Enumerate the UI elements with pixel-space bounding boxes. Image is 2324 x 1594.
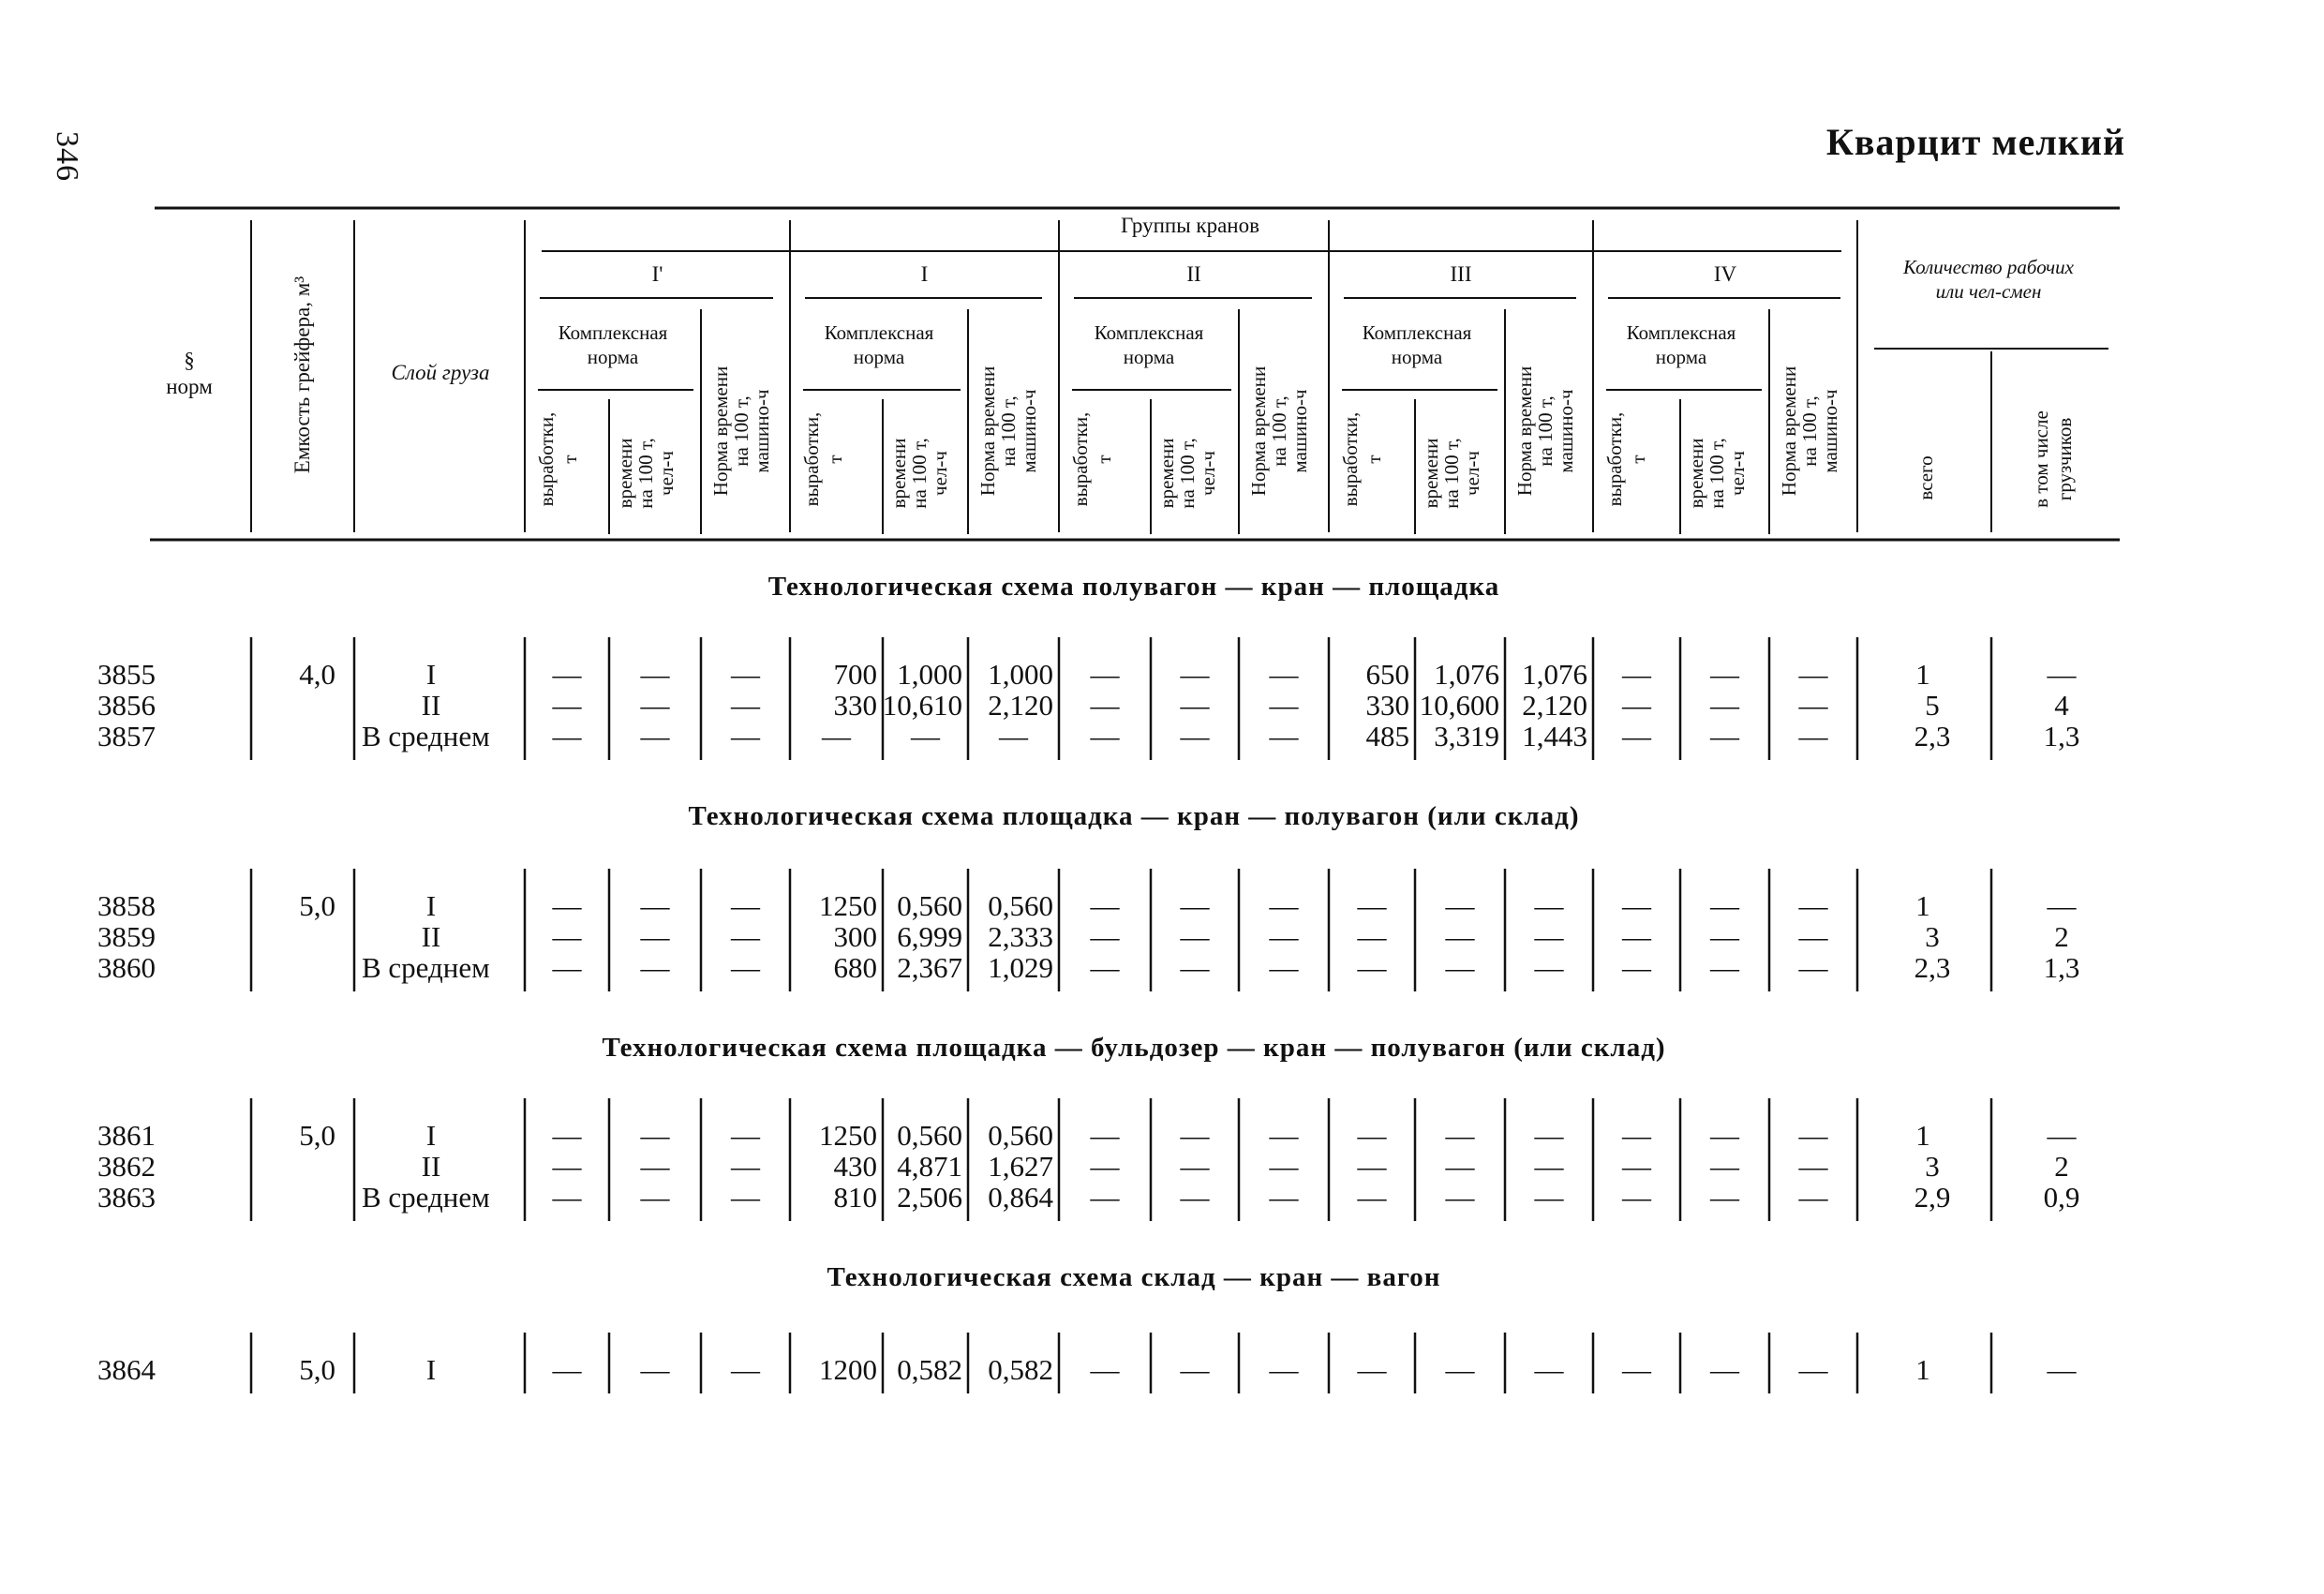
norm-value: — — [1180, 1150, 1210, 1183]
norm-value: — — [1269, 1353, 1299, 1386]
workers-total-value: 1 — [1915, 1353, 1930, 1386]
norm-value: — — [1269, 720, 1299, 752]
time-header: чел-ч — [1197, 451, 1219, 496]
norm-value: — — [731, 1353, 760, 1386]
workers-total-value: 3 — [1925, 1150, 1940, 1183]
norm-value: — — [1798, 1150, 1828, 1183]
grab-capacity-header: Емкость грейфера, м³ — [290, 276, 314, 474]
workers-header: или чел-смен — [1935, 280, 2042, 303]
norm-value: — — [1622, 720, 1651, 752]
output-header: т — [1363, 454, 1385, 464]
norm-value: — — [640, 951, 670, 984]
norm-value: — — [1090, 889, 1120, 922]
section-title: Технологическая схема полувагон — кран — площадка — [767, 572, 1500, 602]
norm-value: 1,076 — [1522, 658, 1587, 691]
time-header: чел-ч — [655, 451, 678, 496]
cargo-layer-header: Слой груза — [391, 361, 490, 384]
time-header: на 100 т, — [1440, 438, 1463, 509]
workers-header: Количество рабочих — [1903, 256, 2074, 278]
machine-norm-header: Норма времени — [1778, 365, 1800, 497]
norm-value: — — [1269, 658, 1299, 691]
crane-groups-header: Группы кранов — [1121, 214, 1259, 237]
norm-number: 3857 — [97, 720, 156, 752]
norm-value: 10,610 — [882, 689, 962, 722]
norm-value: 700 — [833, 658, 877, 691]
norm-value: — — [1269, 1181, 1299, 1214]
time-header: на 100 т, — [1176, 438, 1199, 509]
workers-loaders-value: — — [2047, 889, 2077, 922]
norm-value: — — [640, 1181, 670, 1214]
norm-value: — — [1534, 889, 1564, 922]
norm-value: — — [1090, 1119, 1120, 1152]
time-header: времени — [1155, 438, 1178, 509]
workers-total-value: 1 — [1915, 889, 1930, 922]
norm-value: — — [1710, 658, 1739, 691]
norm-value: 0,582 — [988, 1353, 1053, 1386]
output-header: выработки, — [535, 411, 558, 507]
norm-value: — — [1622, 689, 1651, 722]
complex-norm-label: Комплексная — [1094, 321, 1204, 344]
norm-value: — — [1710, 1150, 1739, 1183]
norm-value: 1,443 — [1522, 720, 1587, 752]
group-label: II — [1186, 262, 1201, 286]
workers-total-value: 3 — [1925, 920, 1940, 953]
norm-value: — — [1710, 1353, 1739, 1386]
workers-loaders-value: — — [2047, 658, 2077, 691]
time-header: времени — [887, 438, 910, 509]
complex-norm-label: Комплексная — [1362, 321, 1472, 344]
norm-value: 430 — [833, 1150, 877, 1183]
machine-norm-header: на 100 т, — [1798, 395, 1821, 467]
time-header: на 100 т, — [908, 438, 931, 509]
norm-value: — — [1357, 1181, 1387, 1214]
norm-value: — — [1622, 658, 1651, 691]
norm-value: — — [1534, 1353, 1564, 1386]
norm-value: — — [552, 889, 582, 922]
norm-value: — — [1180, 658, 1210, 691]
norm-value: — — [1090, 689, 1120, 722]
output-header: выработки, — [1339, 411, 1362, 507]
output-header: т — [1627, 454, 1649, 464]
norm-number: 3858 — [97, 889, 156, 922]
output-header: выработки, — [1069, 411, 1092, 507]
machine-norm-header: на 100 т, — [997, 395, 1020, 467]
group-label: I — [920, 262, 929, 286]
page-title: Кварцит мелкий — [1825, 121, 2125, 163]
norm-number: 3860 — [97, 951, 156, 984]
norm-value: — — [1798, 1353, 1828, 1386]
cargo-layer-value: II — [421, 1150, 441, 1183]
norm-value: — — [1798, 920, 1828, 953]
norm-value: 2,333 — [988, 920, 1053, 953]
norm-value: — — [1269, 689, 1299, 722]
norm-value: 2,367 — [897, 951, 962, 984]
norm-value: — — [1534, 1150, 1564, 1183]
norm-value: — — [999, 720, 1028, 752]
norm-value: — — [640, 920, 670, 953]
norm-value: — — [1090, 1353, 1120, 1386]
norm-value: — — [731, 889, 760, 922]
norm-number: 3855 — [97, 658, 156, 691]
cargo-layer-value: I — [425, 1353, 437, 1386]
norm-value: — — [552, 920, 582, 953]
workers-loaders-value: 1,3 — [2043, 720, 2080, 752]
norm-value: 0,560 — [897, 889, 962, 922]
norm-value: — — [1090, 920, 1120, 953]
workers-total-header: всего — [1914, 455, 1937, 500]
norm-value: 330 — [1365, 689, 1409, 722]
norm-value: — — [1622, 889, 1651, 922]
norm-value: — — [640, 658, 670, 691]
workers-total-value: 5 — [1925, 689, 1940, 722]
norm-value: — — [1798, 658, 1828, 691]
norm-value: 810 — [833, 1181, 877, 1214]
norm-value: — — [1445, 1119, 1475, 1152]
norm-number: 3863 — [97, 1181, 156, 1214]
norm-value: — — [731, 951, 760, 984]
norm-number: 3856 — [97, 689, 156, 722]
machine-norm-header: Норма времени — [709, 365, 732, 497]
machine-norm-header: Норма времени — [976, 365, 999, 497]
machine-norm-header: на 100 т, — [730, 395, 752, 467]
grab-capacity-value: 4,0 — [299, 658, 335, 691]
output-header: т — [824, 454, 846, 464]
norm-value: — — [1090, 658, 1120, 691]
norm-value: — — [1534, 920, 1564, 953]
norm-value: — — [911, 720, 940, 752]
norm-value: — — [1269, 920, 1299, 953]
norm-value: 680 — [833, 951, 877, 984]
norm-value: 1,076 — [1434, 658, 1499, 691]
norm-value: — — [1534, 951, 1564, 984]
norm-value: 485 — [1365, 720, 1409, 752]
norm-value: — — [1357, 1353, 1387, 1386]
cargo-layer-value: В среднем — [362, 1181, 490, 1214]
norm-value: — — [1269, 1119, 1299, 1152]
norm-value: 6,999 — [897, 920, 962, 953]
norm-value: — — [1798, 889, 1828, 922]
norm-value: — — [1090, 1150, 1120, 1183]
complex-norm-label: норма — [1123, 346, 1175, 368]
norm-value: — — [1798, 1181, 1828, 1214]
norm-value: 0,560 — [988, 889, 1053, 922]
machine-norm-header: машино-ч — [1819, 389, 1841, 473]
norm-value: — — [1622, 951, 1651, 984]
grab-capacity-value: 5,0 — [299, 1353, 335, 1386]
machine-norm-header: машино-ч — [1555, 389, 1577, 473]
norm-value: 0,560 — [988, 1119, 1053, 1152]
cargo-layer-value: II — [421, 689, 441, 722]
complex-norm-label: Комплексная — [824, 321, 934, 344]
cargo-layer-value: II — [421, 920, 441, 953]
norm-value: 2,120 — [988, 689, 1053, 722]
norm-value: — — [1622, 1150, 1651, 1183]
norm-value: — — [1357, 889, 1387, 922]
norm-number: 3864 — [97, 1353, 156, 1386]
output-header: выработки, — [800, 411, 823, 507]
norm-value: — — [640, 1119, 670, 1152]
norm-value: — — [552, 689, 582, 722]
cargo-layer-value: I — [425, 889, 437, 922]
section-title: Технологическая схема склад — кран — вагон — [827, 1262, 1441, 1292]
norm-value: 1,029 — [988, 951, 1053, 984]
norm-value: — — [640, 1353, 670, 1386]
norm-value: — — [731, 1119, 760, 1152]
norm-value: 0,864 — [988, 1181, 1053, 1214]
norm-value: 3,319 — [1434, 720, 1499, 752]
norm-value: — — [1710, 889, 1739, 922]
cargo-layer-value: I — [425, 658, 437, 691]
norm-value: — — [1710, 1119, 1739, 1152]
workers-total-value: 2,9 — [1914, 1181, 1951, 1214]
norm-value: 0,560 — [897, 1119, 962, 1152]
time-header: времени — [614, 438, 636, 509]
norm-value: — — [1798, 1119, 1828, 1152]
norm-number: 3861 — [97, 1119, 156, 1152]
time-header: чел-ч — [1461, 451, 1483, 496]
machine-norm-header: Норма времени — [1513, 365, 1536, 497]
norm-value: — — [731, 920, 760, 953]
norm-number: 3862 — [97, 1150, 156, 1183]
complex-norm-label: норма — [587, 346, 639, 368]
norm-value: — — [552, 951, 582, 984]
norm-value: — — [1090, 951, 1120, 984]
norm-value: — — [1180, 951, 1210, 984]
norm-value: 330 — [833, 689, 877, 722]
norm-value: — — [1445, 1150, 1475, 1183]
norm-value: — — [552, 720, 582, 752]
norm-value: 2,506 — [897, 1181, 962, 1214]
norm-value: 650 — [1365, 658, 1409, 691]
machine-norm-header: Норма времени — [1247, 365, 1270, 497]
norm-value: — — [1269, 951, 1299, 984]
norm-value: 0,582 — [897, 1353, 962, 1386]
norm-value: — — [1445, 1353, 1475, 1386]
output-header: т — [1093, 454, 1115, 464]
machine-norm-header: машино-ч — [1289, 389, 1311, 473]
norm-value: — — [1622, 920, 1651, 953]
norm-value: — — [1445, 951, 1475, 984]
norm-value: — — [1710, 920, 1739, 953]
output-header: т — [559, 454, 581, 464]
norm-value: — — [1180, 720, 1210, 752]
norm-value: — — [1798, 720, 1828, 752]
time-header: чел-ч — [1726, 451, 1749, 496]
norm-value: — — [552, 1119, 582, 1152]
workers-total-value: 1 — [1915, 658, 1930, 691]
norm-value: 1,000 — [897, 658, 962, 691]
time-header: чел-ч — [929, 451, 951, 496]
norm-value: — — [1357, 920, 1387, 953]
workers-loaders-value: — — [2047, 1353, 2077, 1386]
machine-norm-header: машино-ч — [751, 389, 773, 473]
norm-value: — — [731, 1150, 760, 1183]
workers-total-value: 2,3 — [1914, 720, 1951, 752]
section-title: Технологическая схема площадка — бульдозер — кран — полувагон (или склад) — [602, 1033, 1666, 1063]
norm-value: — — [1180, 920, 1210, 953]
section-title: Технологическая схема площадка — кран — полувагон (или склад) — [688, 801, 1580, 831]
norm-value: — — [1180, 1353, 1210, 1386]
workers-loaders-header: в том числе — [2030, 410, 2052, 508]
cargo-layer-value: В среднем — [362, 951, 490, 984]
norm-value: — — [1180, 689, 1210, 722]
norm-value: — — [552, 658, 582, 691]
workers-loaders-value: 1,3 — [2043, 951, 2080, 984]
norm-value: — — [1445, 1181, 1475, 1214]
time-header: на 100 т, — [1706, 438, 1728, 509]
norm-value: — — [1445, 889, 1475, 922]
cargo-layer-value: I — [425, 1119, 437, 1152]
group-label: IV — [1713, 262, 1737, 286]
norm-value: — — [1180, 1119, 1210, 1152]
grab-capacity-value: 5,0 — [299, 889, 335, 922]
time-header: времени — [1420, 438, 1442, 509]
norm-value: — — [822, 720, 851, 752]
norm-value: — — [1269, 1150, 1299, 1183]
output-header: выработки, — [1603, 411, 1626, 507]
norm-value: — — [1798, 951, 1828, 984]
workers-total-value: 1 — [1915, 1119, 1930, 1152]
machine-norm-header: машино-ч — [1018, 389, 1040, 473]
machine-norm-header: на 100 т, — [1268, 395, 1290, 467]
norm-value: — — [1710, 951, 1739, 984]
norm-value: — — [1180, 889, 1210, 922]
norm-value: 4,871 — [897, 1150, 962, 1183]
norm-value: — — [552, 1181, 582, 1214]
norm-value: — — [1622, 1119, 1651, 1152]
norm-value: — — [731, 689, 760, 722]
norm-value: — — [1710, 689, 1739, 722]
norm-value: — — [1710, 720, 1739, 752]
norm-value: — — [640, 889, 670, 922]
norm-value: 300 — [833, 920, 877, 953]
workers-total-value: 2,3 — [1914, 951, 1951, 984]
norm-value: — — [731, 720, 760, 752]
norm-number: 3859 — [97, 920, 156, 953]
norm-value: 1250 — [819, 1119, 877, 1152]
norm-value: — — [640, 720, 670, 752]
norm-value: 1,627 — [988, 1150, 1053, 1183]
norm-header-symbol: § — [184, 349, 195, 372]
norm-value: — — [1357, 1119, 1387, 1152]
norm-value: — — [1090, 720, 1120, 752]
norm-value: 1250 — [819, 889, 877, 922]
time-header: времени — [1685, 438, 1707, 509]
norm-header-label: норм — [166, 375, 213, 398]
grab-capacity-value: 5,0 — [299, 1119, 335, 1152]
workers-loaders-value: 4 — [2054, 689, 2069, 722]
time-header: на 100 т, — [634, 438, 657, 509]
norm-value: — — [1357, 951, 1387, 984]
cargo-layer-value: В среднем — [362, 720, 490, 752]
norm-value: 10,600 — [1419, 689, 1499, 722]
norm-value: — — [731, 658, 760, 691]
workers-loaders-value: 2 — [2054, 1150, 2069, 1183]
complex-norm-label: Комплексная — [558, 321, 668, 344]
norm-value: — — [1357, 1150, 1387, 1183]
norm-value: — — [731, 1181, 760, 1214]
norm-value: 2,120 — [1522, 689, 1587, 722]
complex-norm-label: норма — [853, 346, 905, 368]
norm-value: — — [640, 1150, 670, 1183]
group-label: III — [1450, 262, 1472, 286]
workers-loaders-value: — — [2047, 1119, 2077, 1152]
workers-loaders-value: 0,9 — [2043, 1181, 2080, 1214]
workers-loaders-value: 2 — [2054, 920, 2069, 953]
workers-loaders-header: грузчиков — [2053, 417, 2076, 501]
complex-norm-label: норма — [1391, 346, 1443, 368]
norm-value: — — [1798, 689, 1828, 722]
norm-value: — — [1710, 1181, 1739, 1214]
group-label: I' — [651, 262, 663, 286]
norm-value: — — [1622, 1353, 1651, 1386]
norm-value: — — [1534, 1119, 1564, 1152]
norm-value: — — [1269, 889, 1299, 922]
norm-value: — — [1534, 1181, 1564, 1214]
norm-value: — — [1445, 920, 1475, 953]
norm-value: 1,000 — [988, 658, 1053, 691]
page-number: 346 — [50, 131, 84, 182]
norm-value: — — [1622, 1181, 1651, 1214]
norm-value: — — [1090, 1181, 1120, 1214]
norm-value: — — [640, 689, 670, 722]
complex-norm-label: норма — [1655, 346, 1707, 368]
norm-value: — — [552, 1353, 582, 1386]
norm-value: — — [1180, 1181, 1210, 1214]
norm-value: 1200 — [819, 1353, 877, 1386]
complex-norm-label: Комплексная — [1626, 321, 1736, 344]
machine-norm-header: на 100 т, — [1534, 395, 1557, 467]
norm-value: — — [552, 1150, 582, 1183]
